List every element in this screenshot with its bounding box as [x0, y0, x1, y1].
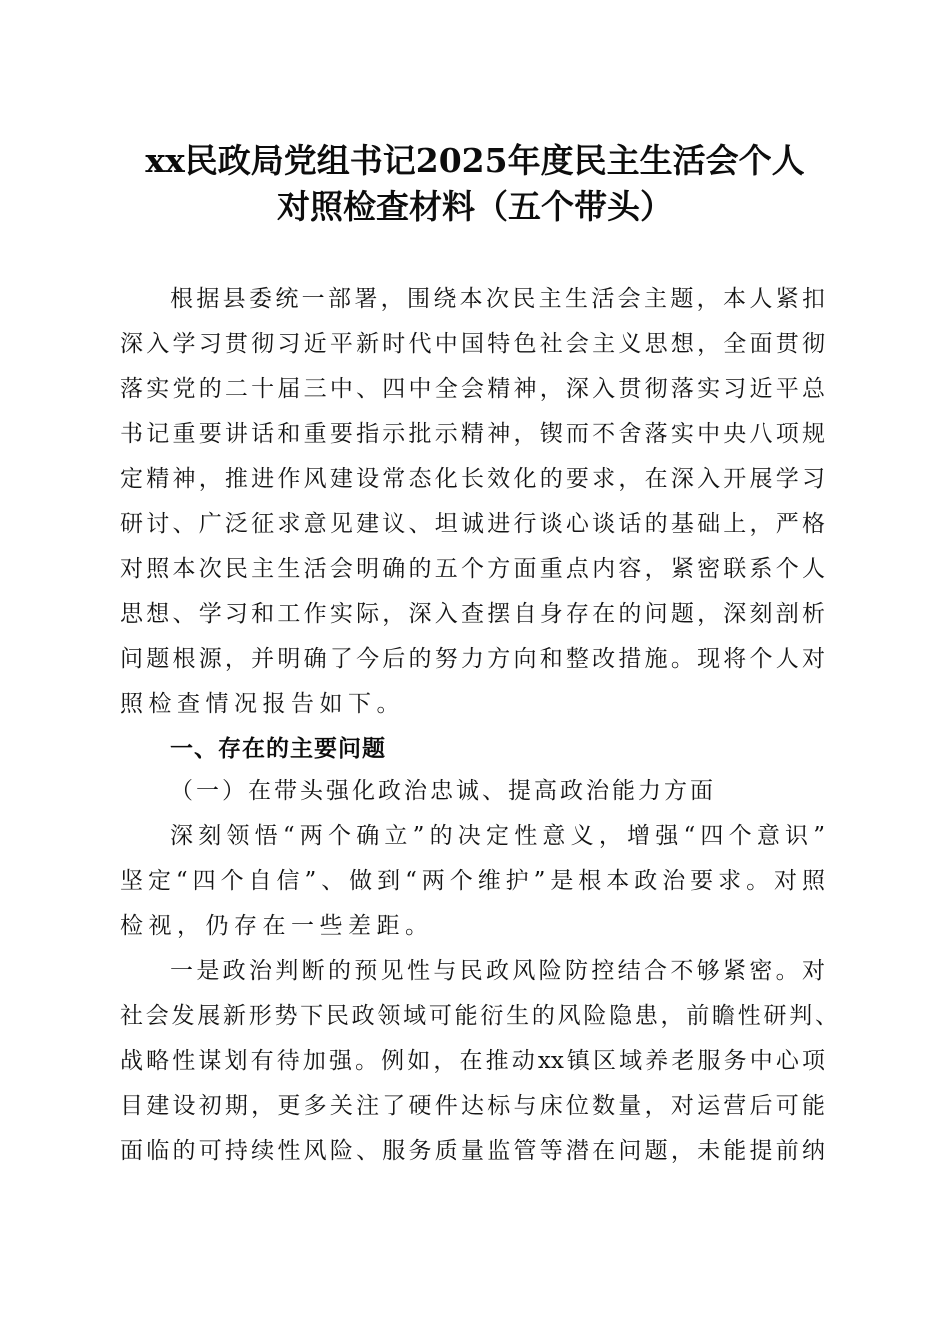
body-line: 深刻领悟“两个确立”的决定性意义，增强“四个意识” [170, 823, 825, 849]
intro-line: 照检查情况报告如下。 [120, 691, 405, 717]
intro-line: 定精神，推进作风建设常态化长效化的要求，在深入开展学习 [120, 466, 825, 492]
body-line: 坚定“四个自信”、做到“两个维护”是根本政治要求。对照 [120, 868, 825, 894]
document-title-line-1: xx民政局党组书记2025年度民主生活会个人 [145, 141, 805, 180]
intro-line: 落实党的二十届三中、四中全会精神，深入贯彻落实习近平总 [120, 376, 825, 402]
intro-line: 对照本次民主生活会明确的五个方面重点内容，紧密联系个人 [120, 556, 825, 582]
body-line: 社会发展新形势下民政领域可能衍生的风险隐患，前瞻性研判、 [120, 1003, 838, 1029]
intro-line: 问题根源，并明确了今后的努力方向和整改措施。现将个人对 [120, 646, 825, 672]
intro-line: 根据县委统一部署，围绕本次民主生活会主题，本人紧扣 [170, 286, 825, 312]
body-line: 检视，仍存在一些差距。 [120, 913, 434, 939]
intro-line: 深入学习贯彻习近平新时代中国特色社会主义思想，全面贯彻 [120, 331, 825, 357]
body-line: 面临的可持续性风险、服务质量监管等潜在问题，未能提前纳 [120, 1138, 825, 1164]
section-heading: 一、存在的主要问题 [170, 736, 386, 762]
body-line: 目建设初期，更多关注了硬件达标与床位数量，对运营后可能 [120, 1093, 825, 1119]
document-title-line-2: 对照检查材料（五个带头） [277, 187, 673, 226]
body-line: 一是政治判断的预见性与民政风险防控结合不够紧密。对 [170, 958, 825, 984]
intro-line: 研讨、广泛征求意见建议、坦诚进行谈心谈话的基础上，严格 [120, 511, 825, 537]
subsection-heading: （一）在带头强化政治忠诚、提高政治能力方面 [170, 778, 716, 804]
intro-line: 书记重要讲话和重要指示批示精神，锲而不舍落实中央八项规 [120, 421, 825, 447]
body-line: 战略性谋划有待加强。例如，在推动xx镇区域养老服务中心项 [120, 1048, 825, 1074]
intro-line: 思想、学习和工作实际，深入查摆自身存在的问题，深刻剖析 [120, 601, 825, 627]
